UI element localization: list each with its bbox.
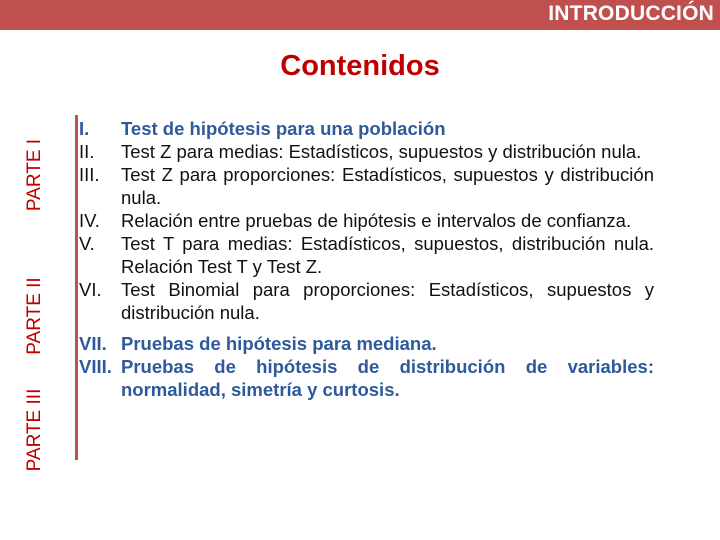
list-item xyxy=(79,232,654,278)
list-item xyxy=(79,355,654,401)
part-label-1: PARTE I xyxy=(24,138,45,212)
header-bar xyxy=(0,0,720,30)
item-number: IV. xyxy=(79,210,100,231)
item-text: Test de hipótesis para una población xyxy=(121,118,446,139)
item-text: Test T para medias: Estadísticos, supuestos, distribución nula. Relación Test T y Test Z. xyxy=(121,233,654,277)
item-number: VIII. xyxy=(79,356,112,377)
item-number: I. xyxy=(79,118,90,139)
divider-line xyxy=(75,115,78,460)
item-number: VI. xyxy=(79,279,102,300)
item-number: V. xyxy=(79,233,95,254)
list-item xyxy=(79,278,654,324)
item-text: Test Binomial para proporciones: Estadísticos, supuestos y distribución nula. xyxy=(121,279,654,323)
part-label-2: PARTE II xyxy=(24,277,45,355)
item-number: II. xyxy=(79,141,95,162)
item-text: Test Z para medias: Estadísticos, supuestos y distribución nula. xyxy=(121,141,642,162)
slide-title: Contenidos xyxy=(280,50,440,82)
item-text: Test Z para proporciones: Estadísticos, supuestos y distribución nula. xyxy=(121,164,654,208)
section-title: INTRODUCCIÓN xyxy=(548,2,714,25)
item-number: VII. xyxy=(79,333,107,354)
list-item xyxy=(79,140,654,163)
item-number: III. xyxy=(79,164,100,185)
item-text: Pruebas de hipótesis de distribución de variables: normalidad, simetría y curtosis. xyxy=(121,356,654,400)
list-item xyxy=(79,209,654,232)
item-text: Relación entre pruebas de hipótesis e intervalos de confianza. xyxy=(121,210,632,231)
list-item xyxy=(79,163,654,209)
part-label-3: PARTE III xyxy=(24,388,45,472)
list-item xyxy=(79,332,654,355)
list-item xyxy=(79,117,654,140)
item-text: Pruebas de hipótesis para mediana. xyxy=(121,333,437,354)
contents-list xyxy=(79,117,654,401)
